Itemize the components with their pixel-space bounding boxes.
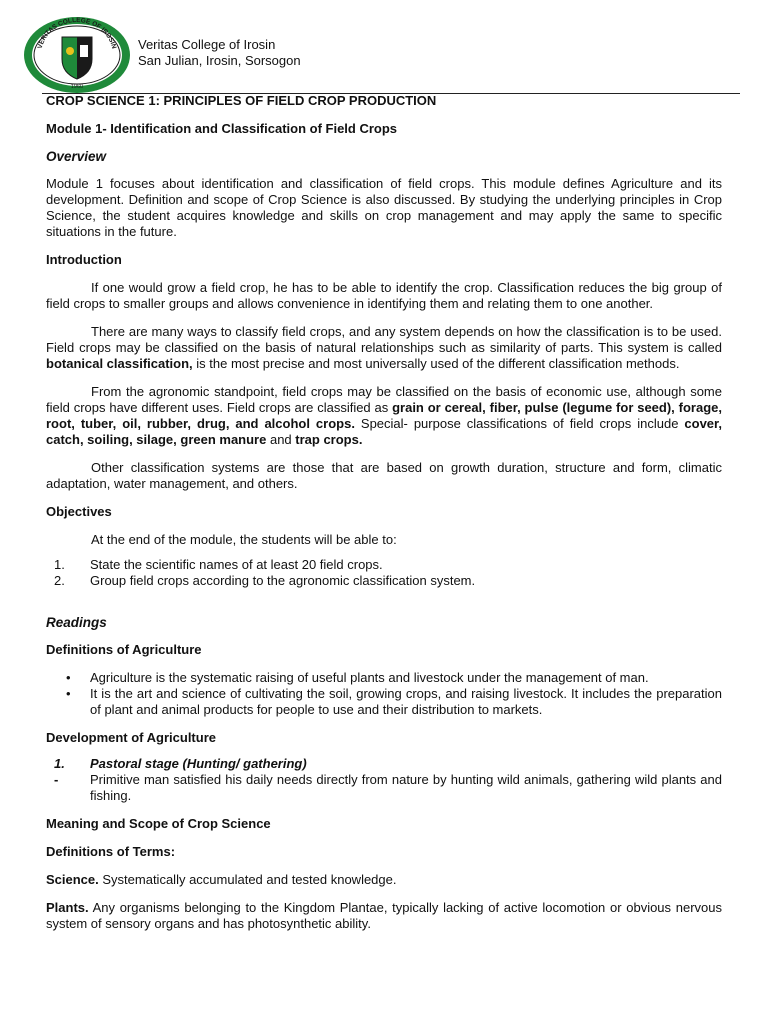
objectives-lead: At the end of the module, the students will be able to: bbox=[91, 532, 397, 547]
development-heading: Development of Agriculture bbox=[46, 730, 216, 745]
overview-text: Module 1 focuses about identification and classification of field crops. This module defines Agriculture and its development. Definition and scope of Crop Science is also discussed. By studying the underlying principles in Crop Science, the student acquires knowledge and skills on crop management and may apply the same to specific situations in the future. bbox=[46, 176, 722, 239]
college-address: San Julian, Irosin, Sorsogon bbox=[138, 53, 301, 68]
college-seal-logo bbox=[22, 15, 132, 95]
college-name: Veritas College of Irosin bbox=[138, 37, 276, 52]
readings-heading: Readings bbox=[46, 615, 107, 630]
plants-definition: Plants. Any organisms belonging to the Kingdom Plantae, typically lacking of active locomotion or obvious nervous system of sensory organs and has photosynthetic ability. bbox=[46, 900, 722, 931]
meaning-scope-heading: Meaning and Scope of Crop Science bbox=[46, 816, 271, 831]
intro-paragraph-2: There are many ways to classify field crops, and any system depends on how the classification is to be used. Field crops may be classified on the basis of natural relationships such as similarity of parts. This system is called botanical classification, is the most precise and most universally used of the different classification methods. bbox=[46, 324, 722, 371]
development-stages bbox=[46, 756, 722, 804]
overview-heading: Overview bbox=[46, 149, 107, 164]
introduction-heading: Introduction bbox=[46, 252, 122, 267]
logo-year: 1960 bbox=[70, 84, 84, 90]
module-title: Module 1- Identification and Classification of Field Crops bbox=[46, 121, 398, 136]
bullet-icon: • bbox=[66, 686, 71, 701]
course-title: CROP SCIENCE 1: PRINCIPLES OF FIELD CROP PRODUCTION bbox=[46, 93, 437, 108]
bullet-icon: • bbox=[66, 670, 71, 685]
logo-ring-text: VERITAS COLLEGE OF IROSIN bbox=[36, 16, 118, 50]
stage-description: - Primitive man satisfied his daily needs directly from nature by hunting wild animals, gathering wild plants and fishing. bbox=[54, 772, 722, 803]
science-definition: Science. Systematically accumulated and tested knowledge. bbox=[46, 872, 397, 887]
stage-title: 1. Pastoral stage (Hunting/ gathering) bbox=[54, 756, 307, 771]
list-item: 2. Group field crops according to the agronomic classification system. bbox=[54, 573, 476, 588]
list-item: • Agriculture is the systematic raising of useful plants and livestock under the management of man. bbox=[46, 670, 722, 686]
college-info bbox=[138, 37, 301, 69]
list-item: • It is the art and science of cultivating the soil, growing crops, and raising livestock. It includes the preparation of plant and animal products for people to use and their distribution to markets. bbox=[46, 686, 722, 718]
list-item: 1. State the scientific names of at least 20 field crops. bbox=[54, 557, 383, 572]
intro-paragraph-1: If one would grow a field crop, he has to be able to identify the crop. Classification reduces the big group of field crops to smaller groups and allows convenience in identifying them and relating them to one another. bbox=[46, 280, 722, 311]
document-body bbox=[46, 92, 722, 932]
agriculture-definitions-list bbox=[46, 670, 722, 718]
intro-paragraph-3: From the agronomic standpoint, field crops may be classified on the basis of economic use, although some field crops have different uses. Field crops are classified as grain or cereal, fiber, pulse (legume for seed), forage, root, tuber, oil, rubber, drug, and alcohol crops. Special- purpose classifications of field crops include cover, catch, soiling, silage, green manure and trap crops. bbox=[46, 384, 722, 447]
header bbox=[22, 15, 742, 95]
definitions-terms-heading: Definitions of Terms: bbox=[46, 844, 176, 859]
objectives-heading: Objectives bbox=[46, 504, 112, 519]
intro-paragraph-4: Other classification systems are those that are based on growth duration, structure and form, climatic adaptation, water management, and others. bbox=[46, 460, 722, 491]
objectives-list bbox=[46, 557, 722, 589]
definitions-agriculture-heading: Definitions of Agriculture bbox=[46, 642, 202, 657]
